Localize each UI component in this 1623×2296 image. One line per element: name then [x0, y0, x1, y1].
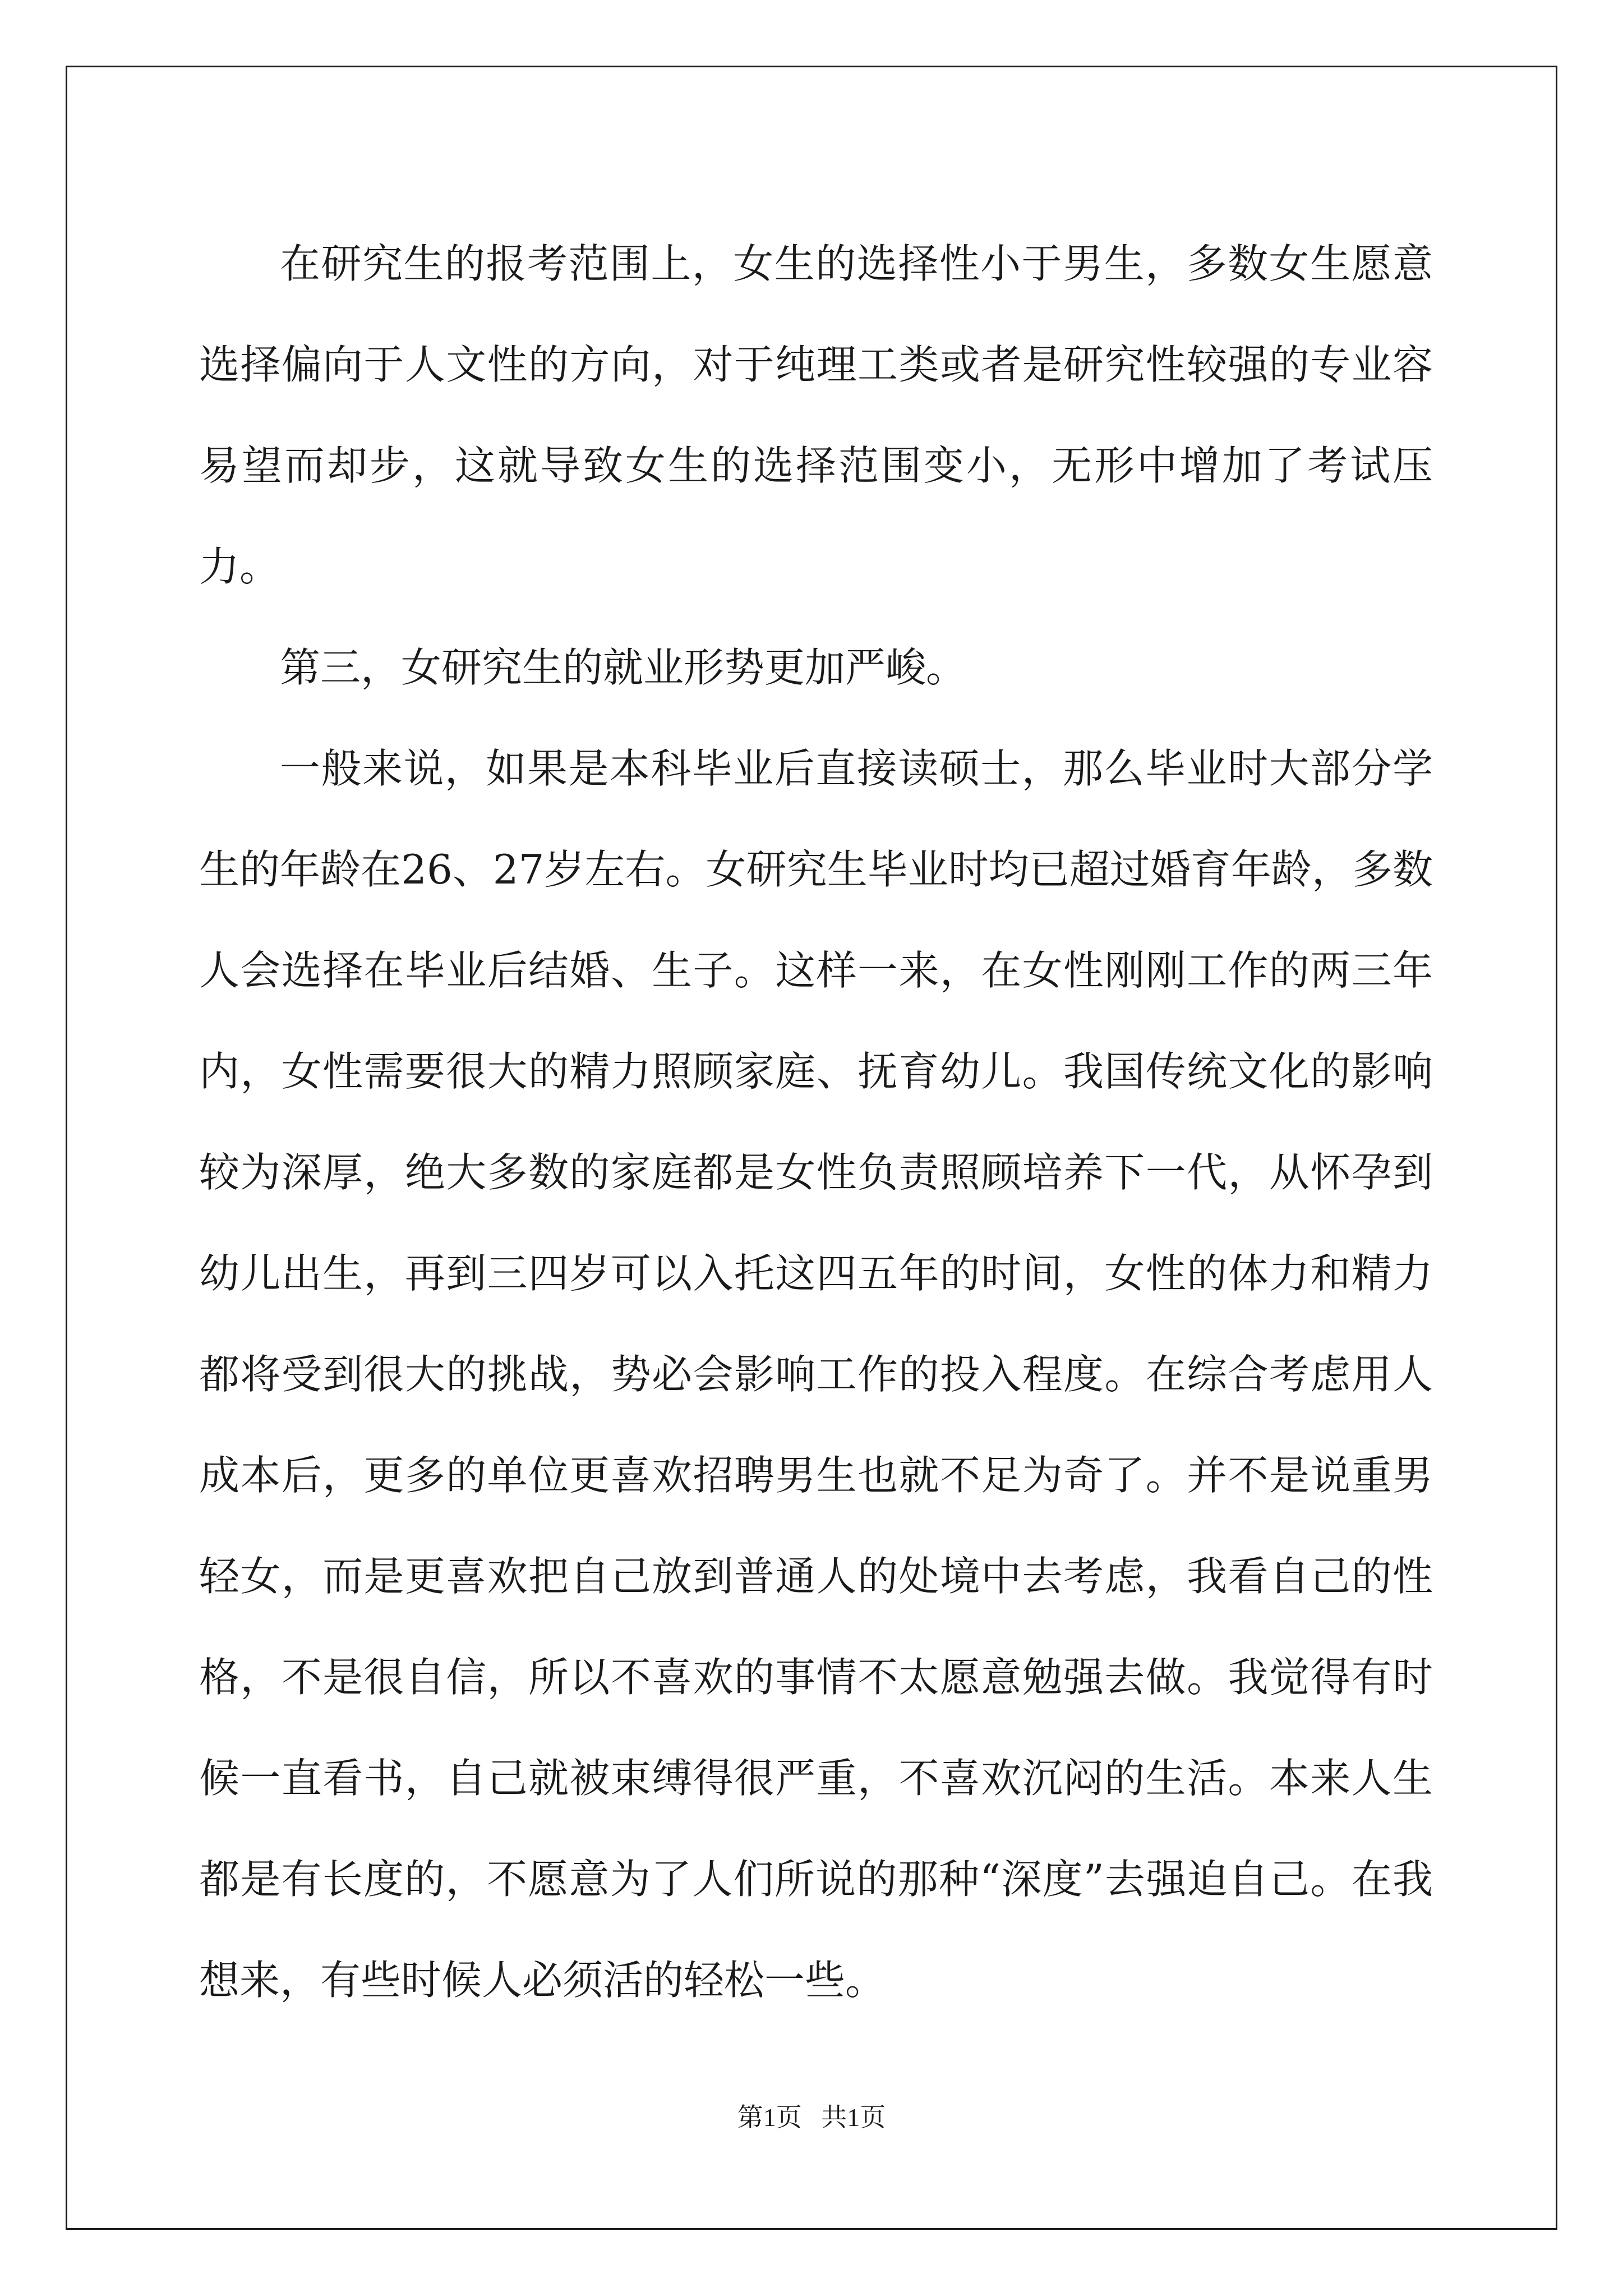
page-footer: 第1页 共1页 [737, 2103, 886, 2132]
paragraph: 第三，女研究生的就业形势更加严峻。 [280, 644, 967, 691]
paragraph: 在研究生的报考范围上，女生的选择性小于男生，多数女生愿意选择偏向于人文性的方向，对于纯理工类或者是研究性较强的专业容易望而却步，这就导致女生的选择范围变小，无形中增加了考试压力。 [199, 240, 1433, 590]
paragraph: 一般来说，如果是本科毕业后直接读硕士，那么毕业时大部分学生的年龄在26、27岁左右。女研究生毕业时均已超过婚育年龄，多数人会选择在毕业后结婚、生子。这样一来，在女性刚刚工作的两三年内，女性需要很大的精力照顾家庭、抚育幼儿。我国传统文化的影响较为深厚，绝大多数的家庭都是女性负责照顾培养下一代，从怀孕到幼儿出生，再到三四岁可以入托这四五年的时间，女性的体力和精力都将受到很大的挑战，势必会影响工作的投入程度。在综合考虑用人成本后，更多的单位更喜欢招聘男生也就不足为奇了。并不是说重男轻女，而是更喜欢把自己放到普通人的处境中去考虑，我看自己的性格，不是很自信，所以不喜欢的事情不太愿意勉强去做。我觉得有时候一直看书，自己就被束缚得很严重，不喜欢沉闷的生活。本来人生都是有长度的，不愿意为了人们所说的那种“深度”去强迫自己。在我想来，有些时候人必须活的轻松一些。 [199, 745, 1433, 2004]
document-body [199, 213, 1433, 2031]
